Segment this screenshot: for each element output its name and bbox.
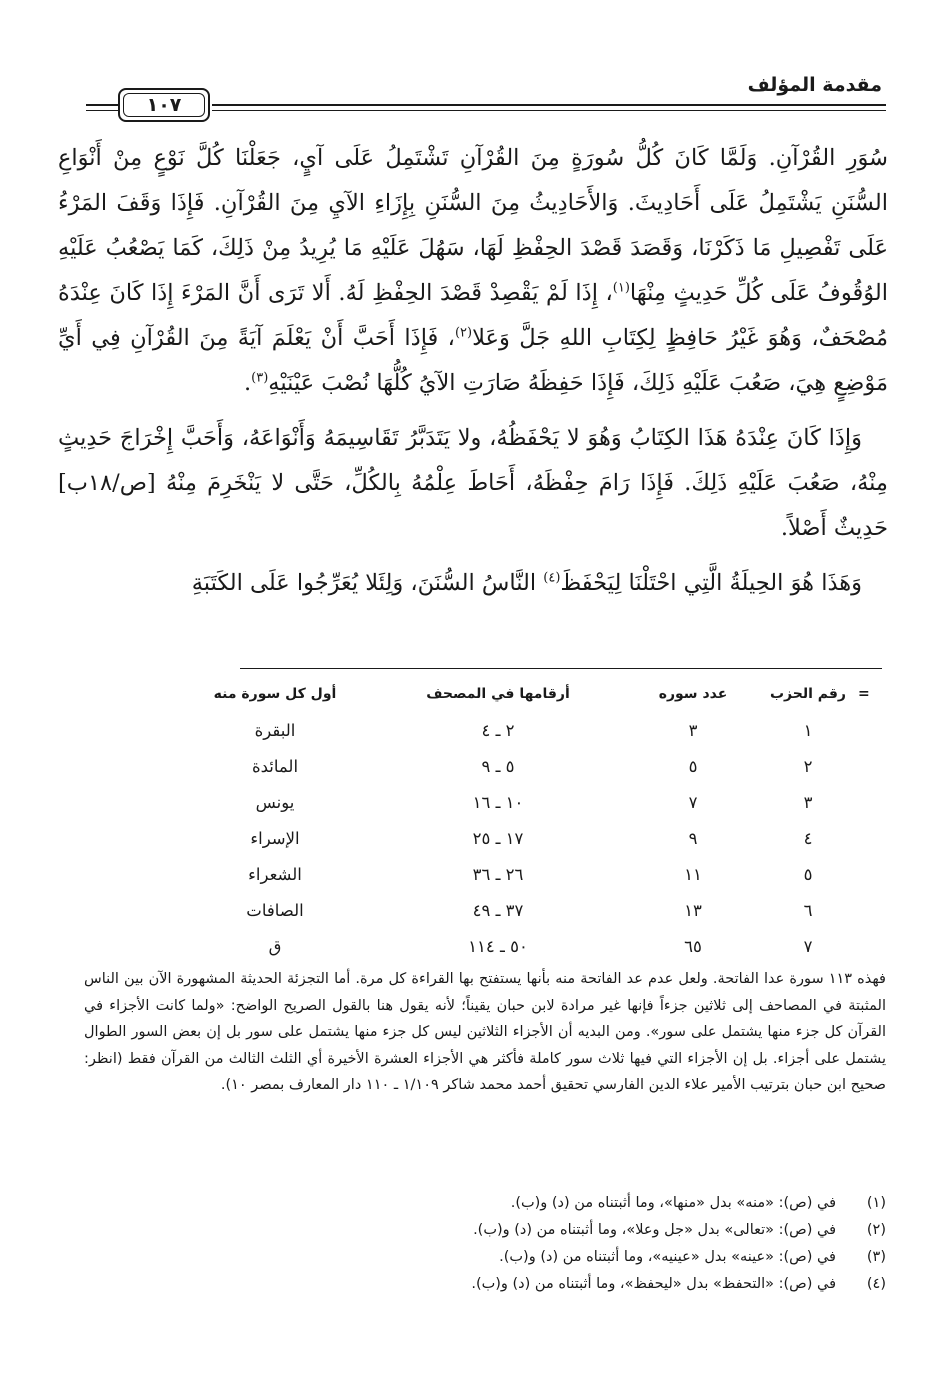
footnotes	[84, 1190, 886, 1298]
cell-count: ٣	[688, 720, 698, 740]
cell-first-surah: يونس	[255, 792, 295, 812]
cell-positions: ٣٧ ـ ٤٩	[472, 900, 524, 920]
footnote-text: في (ص): «التحفظ» بدل «ليحفظ»، وما أثبتناه من (د) و(ب).	[471, 1276, 836, 1292]
header-rule	[212, 110, 886, 111]
footnote-number: (٣)	[866, 1249, 886, 1265]
footnote-number: (٢)	[866, 1222, 886, 1238]
footnote-number: (٤)	[866, 1276, 886, 1292]
column-header-positions: أرقامها في المصحف	[426, 686, 570, 702]
cell-positions: ١٠ ـ ١٦	[472, 792, 524, 812]
cell-hizb: ٦	[803, 900, 813, 920]
table-row	[182, 748, 882, 784]
column-header-first-surah: أول كل سورة منه	[213, 686, 337, 702]
header-rule	[86, 104, 118, 106]
cell-first-surah: البقرة	[254, 720, 296, 740]
column-header-count: عدد سوره	[658, 686, 728, 702]
table-row	[182, 712, 882, 748]
running-header-title: مقدمة المؤلف	[747, 74, 882, 96]
cell-first-surah: الإسراء	[250, 828, 300, 848]
cell-hizb: ٤	[803, 828, 813, 848]
header-rule	[212, 104, 886, 106]
cell-positions: ٥٠ ـ ١١٤	[468, 936, 528, 956]
paragraph-text: النَّاسُ السُّنَنَ، وَلِئَلا يُعَرِّجُوا عَلَى الكَتَبَةِ	[191, 570, 544, 596]
paragraph-text: ، فَإِذَا أَحَبَّ أَنْ يَعْلَمَ آيَةً مِنَ القُرْآنِ فِي أَيِّ مَوْضِعٍ هِيَ، صَعُبَ عَلَيْهِ ذَلِكَ، فَإِذَا حَفِظَهُ صَارَتِ الآيُ كُلُّهَا نُصْبَ عَيْنَيْهِ	[58, 325, 888, 396]
cell-hizb: ٣	[803, 792, 813, 812]
paragraph-3	[58, 561, 888, 606]
cell-positions: ٢٦ ـ ٣٦	[472, 864, 524, 884]
footnote-number: (١)	[866, 1195, 886, 1211]
footnote-ref: (٤)	[543, 570, 561, 586]
footnote-separator	[240, 668, 882, 669]
cell-count: ٩	[688, 828, 698, 848]
paragraph-text: .	[244, 370, 252, 396]
continuation-marker: =	[858, 686, 870, 702]
cell-count: ١١	[684, 864, 702, 884]
paragraph-1	[58, 136, 888, 406]
footnote-item	[84, 1244, 886, 1271]
cell-count: ٥	[688, 756, 698, 776]
footnote-continuation: فهذه ١١٣ سورة عدا الفاتحة. ولعل عدم عد الفاتحة منه بأنها يستفتح بها القراءة كل مرة. أما التجزئة الحديثة المشهورة الآن بين الناس المثبتة في المصاحف إلى ثلاثين جزءاً فإنها غير مرادة لابن حبان يقيناً؛ لأنه يقول هنا بالقول الصريح الواضح: «ولما كانت الأجزاء في القرآن كل جزء منها يشتمل على سور». ومن البديه أن الأجزاء الثلاثين ليس كل جزء منها يشتمل على سور بل إن بعض السور الطوال يشتمل على أجزاء. بل إن الأجزاء التي فيها ثلاث سور كاملة فأكثر هي الأجزاء العشرة الأخيرة أي الثلث الثالث من القرآن فقط (انظر: صحيح ابن حبان بترتيب الأمير علاء الدين الفارسي تحقيق أحمد محمد شاكر ١/١٠٩ ـ ١١٠ دار المعارف بمصر ١٠).	[84, 971, 886, 1093]
column-header-hizb: رقم الحزب	[769, 686, 846, 702]
table-header-row	[182, 676, 882, 712]
footnote-item	[84, 1190, 886, 1217]
cell-positions: ٥ ـ ٩	[481, 756, 515, 776]
paragraph-text: سُوَرِ القُرْآنِ. وَلَمَّا كَانَ كُلُّ سُورَةٍ مِنَ القُرْآنِ تَشْتَمِلُ عَلَى آيٍ، جَعَلْنَا كُلَّ نَوْعٍ مِنْ أَنْوَاعِ السُّنَنِ يَشْتَمِلُ عَلَى أَحَادِيثَ. وَالأَحَادِيثُ مِنَ السُّنَنِ بِإِزَاءِ الآيِ مِنَ القُرْآنِ. فَإِذَا وَقَفَ المَرْءُ عَلَى تَفْصِيلِ مَا ذَكَرْنَا، وَقَصَدَ قَصْدَ الحِفْظِ لَهَا، سَهُلَ عَلَيْهِ مَا يُرِيدُ مِنْ ذَلِكَ، كَمَا يَصْعُبُ عَلَيْهِ الوُقُوفُ عَلَى كُلِّ حَدِيثٍ مِنْهَا	[58, 145, 888, 306]
main-text	[58, 136, 888, 616]
paragraph-2: وَإِذَا كَانَ عِنْدَهُ هَذَا الكِتَابُ وَهُوَ لا يَحْفَظُهُ، ولا يَتَدَبَّرُ تَقَاسِيمَهُ وَأَنْوَاعَهُ، وَأَحَبَّ إِخْرَاجَ حَدِيثٍ مِنْهُ، صَعُبَ عَلَيْهِ ذَلِكَ. فَإِذَا رَامَ حِفْظَهُ، أَحَاطَ عِلْمُهُ بِالكُلِّ، حَتَّى لا يَنْخَرِمَ مِنْهُ [ص/١٨ب] حَدِيثٌ أَصْلاً.	[58, 425, 888, 541]
table-row	[182, 820, 882, 856]
paragraph-text: وَهَذَا هُوَ الحِيلَةُ الَّتِي احْتَلْنَا لِيَحْفَظَ	[560, 570, 862, 596]
cell-first-surah: المائدة	[251, 756, 299, 776]
hizb-table	[182, 676, 882, 964]
footnote-text: في (ص): «منه» بدل «منها»، وما أثبتناه من (د) و(ب).	[510, 1195, 836, 1211]
table-row	[182, 892, 882, 928]
footnote-ref: (٢)	[454, 325, 473, 341]
cell-first-surah: ق	[268, 936, 282, 956]
page-number: ١٠٧	[123, 93, 205, 117]
footnote-item	[84, 1271, 886, 1298]
cell-hizb: ١	[803, 720, 813, 740]
table-row	[182, 784, 882, 820]
cell-first-surah: الصافات	[246, 900, 304, 920]
page-number-frame	[118, 88, 210, 122]
cell-positions: ١٧ ـ ٢٥	[472, 828, 524, 848]
footnote-ref: (١)	[612, 280, 630, 296]
footnote-text: في (ص): «عينه» بدل «عينيه»، وما أثبتناه من (د) و(ب).	[499, 1249, 836, 1265]
footnote-item	[84, 1217, 886, 1244]
cell-hizb: ٥	[803, 864, 813, 884]
header-rule	[86, 110, 118, 111]
cell-positions: ٢ ـ ٤	[481, 720, 515, 740]
cell-hizb: ٧	[803, 936, 813, 956]
cell-count: ١٣	[684, 900, 702, 920]
table-row	[182, 928, 882, 964]
footnote-ref: (٣)	[251, 370, 269, 386]
cell-count: ٦٥	[684, 936, 702, 956]
table-row	[182, 856, 882, 892]
cell-count: ٧	[688, 792, 698, 812]
cell-hizb: ٢	[803, 756, 813, 776]
footnote-text: في (ص): «تعالى» بدل «جل وعلا»، وما أثبتناه من (د) و(ب).	[473, 1222, 836, 1238]
paragraph-text: ، إِذَا لَمْ يَقْصِدْ قَصْدَ الحِفْظِ لَهُ. أَلا تَرَى أَنَّ المَرْءَ إِذَا كَانَ عِنْدَهُ مُصْحَفٌ، وَهُوَ غَيْرُ حَافِظٍ لِكِتَابِ اللهِ جَلَّ وَعَلا	[58, 280, 888, 351]
cell-first-surah: الشعراء	[248, 864, 302, 884]
